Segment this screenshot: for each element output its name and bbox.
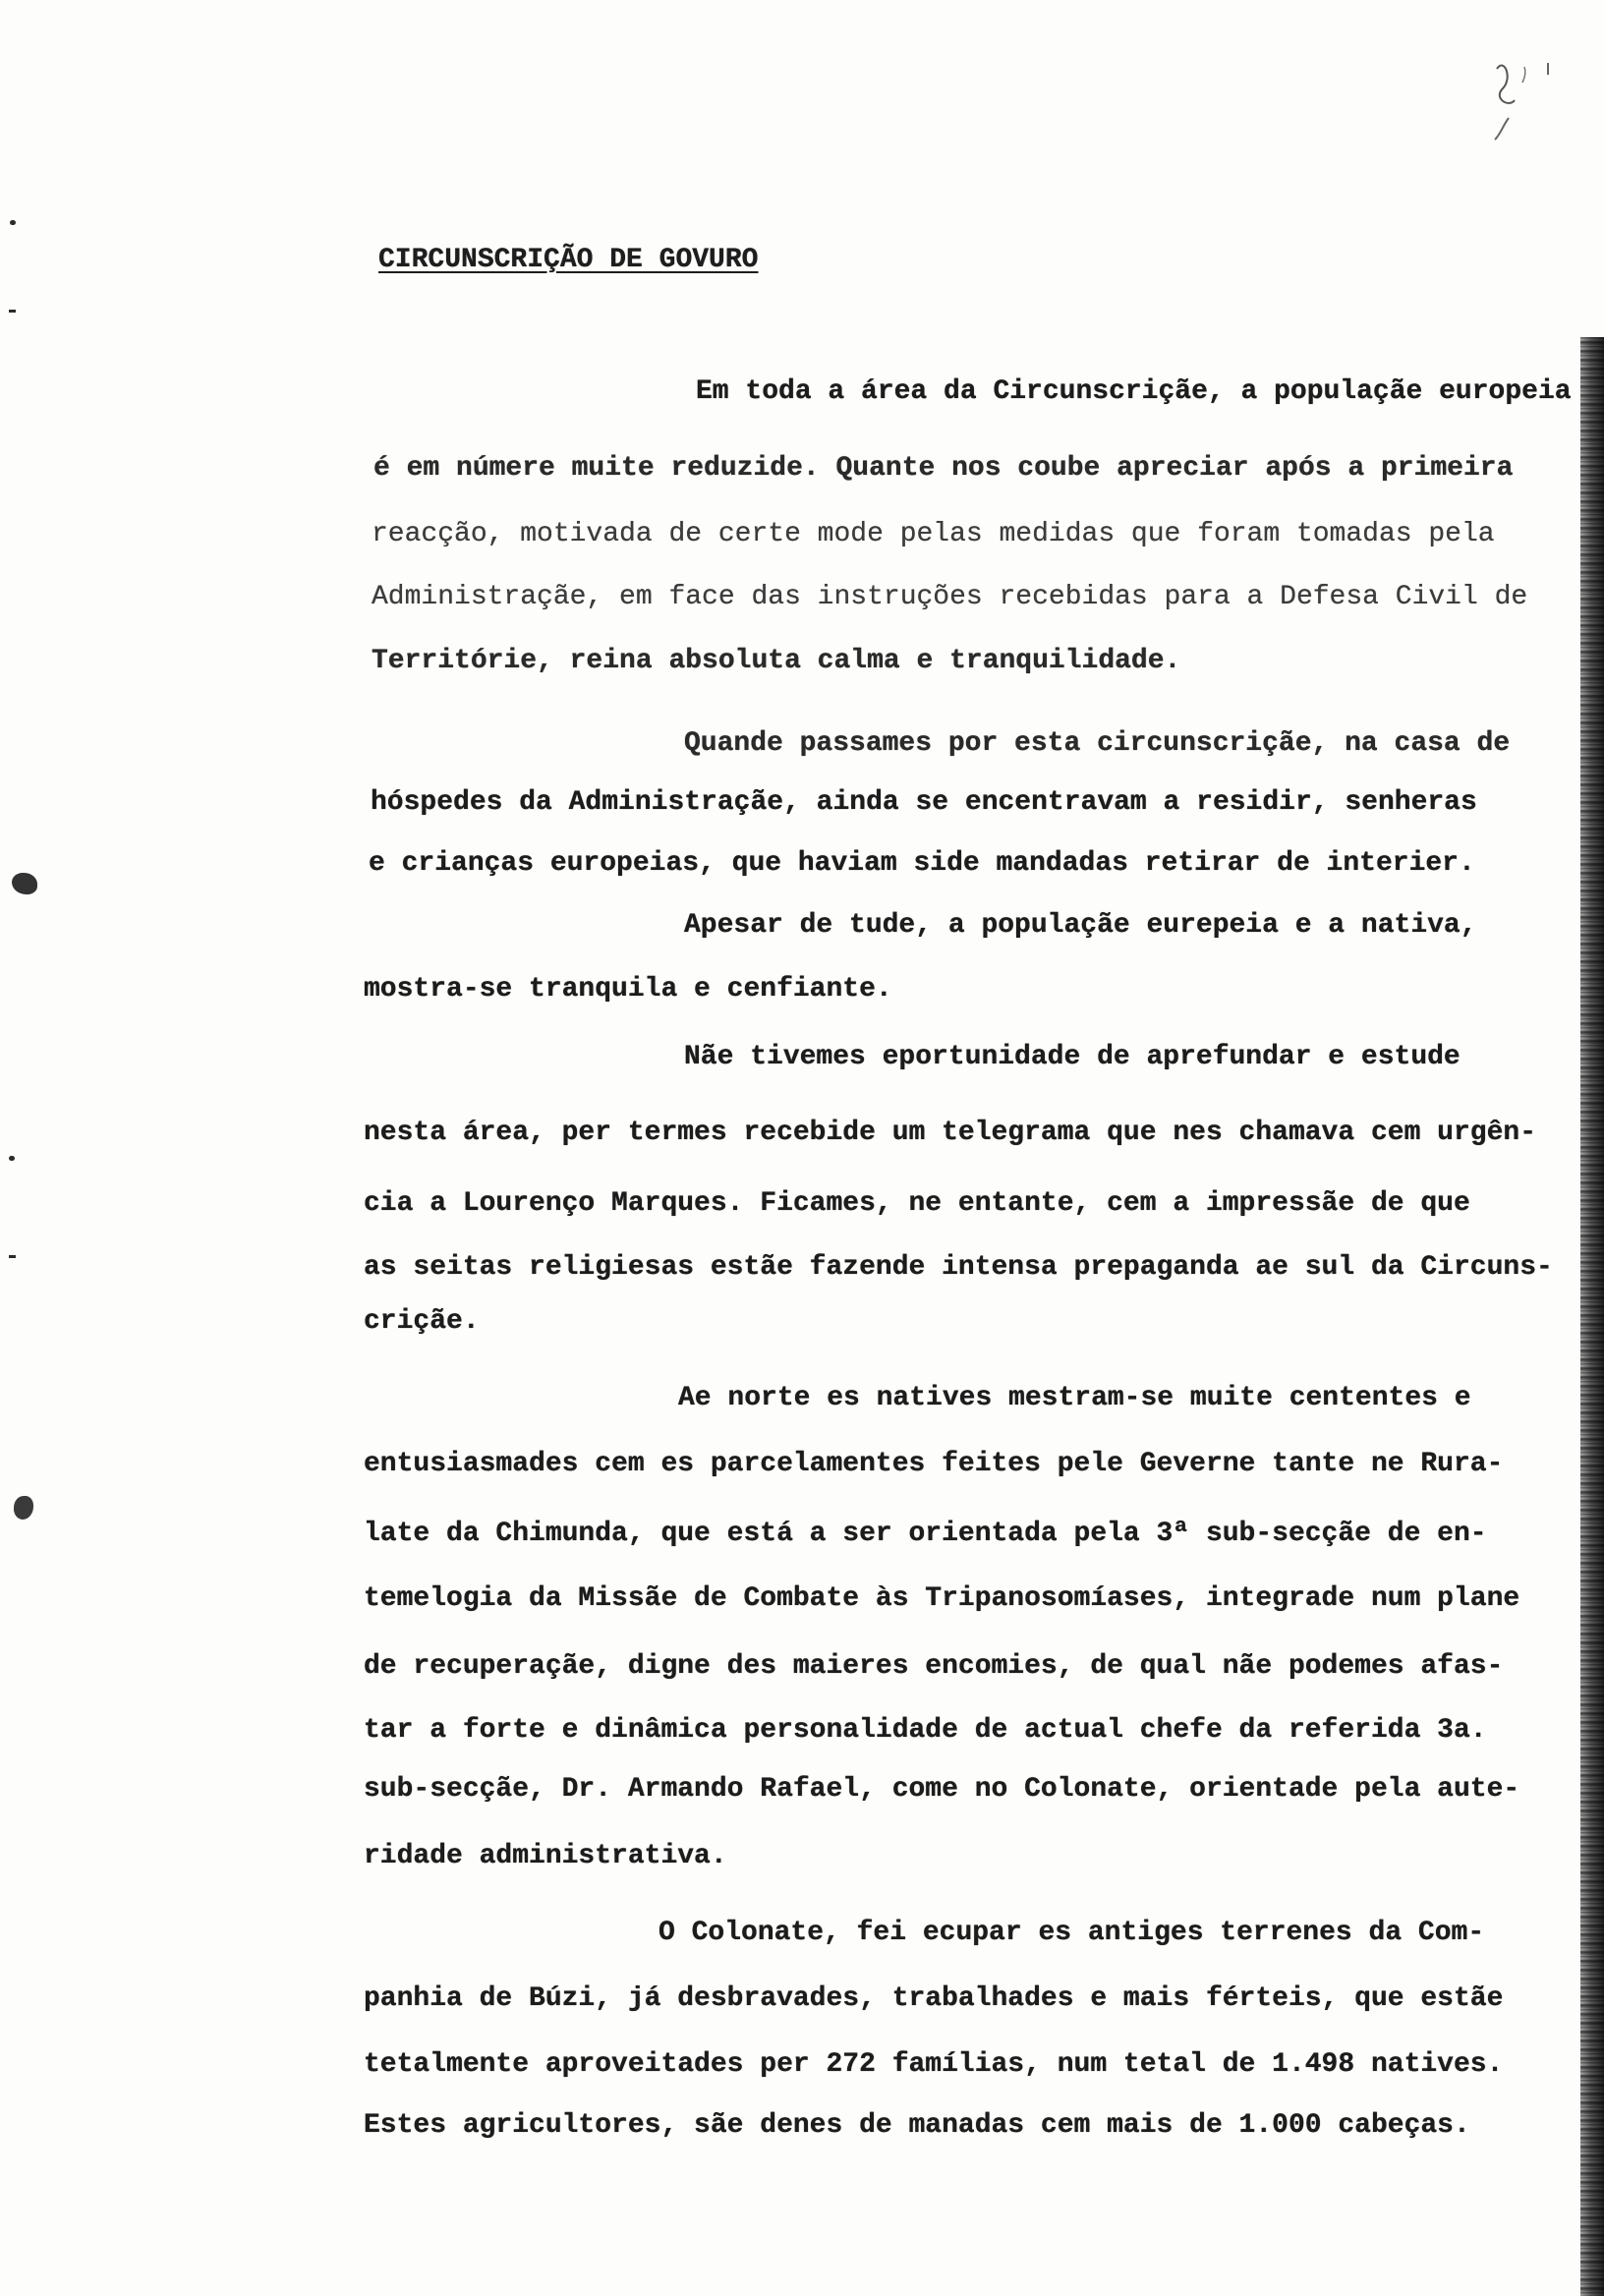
- text-line: tar a forte e dinâmica personalidade de actual chefe da referida 3a.: [364, 1715, 1487, 1746]
- text-line: Estes agricultores, sãe denes de manadas cem mais de 1.000 cabeças.: [364, 2110, 1470, 2141]
- handwritten-mark: [1479, 49, 1558, 143]
- text-line: Nãe tivemes eportunidade de aprefundar e estude: [684, 1042, 1461, 1072]
- text-line: Quande passames por esta circunscriçãe, na casa de: [684, 728, 1511, 759]
- text-line: nesta área, per termes recebide um telegrama que nes chamava cem urgên-: [364, 1118, 1536, 1148]
- text-line: as seitas religiesas estãe fazende intensa prepaganda ae sul da Circuns-: [364, 1252, 1553, 1283]
- text-line: panhia de Búzi, já desbravades, trabalhades e mais férteis, que estãe: [364, 1983, 1504, 2014]
- text-line: Apesar de tude, a populaçãe eurepeia e a nativa,: [684, 910, 1477, 941]
- scan-edge-shadow: [1580, 337, 1604, 2296]
- text-line: criçãe.: [364, 1306, 480, 1337]
- text-line: hóspedes da Administraçãe, ainda se encentravam a residir, senheras: [371, 787, 1477, 818]
- text-line: é em númere muite reduzide. Quante nos coube apreciar após a primeira: [373, 453, 1514, 484]
- margin-mark: [9, 310, 16, 313]
- text-line: reacção, motivada de certe mode pelas medidas que foram tomadas pela: [372, 519, 1495, 549]
- text-line: temelogia da Missãe de Combate às Tripanosomíases, integrade num plane: [364, 1583, 1520, 1614]
- margin-mark: [10, 220, 16, 225]
- text-line: ridade administrativa.: [364, 1841, 727, 1871]
- text-line: entusiasmades cem es parcelamentes feites pele Geverne tante ne Rura-: [364, 1449, 1504, 1479]
- document-title: CIRCUNSCRIÇÃO DE GOVURO: [378, 245, 759, 275]
- margin-mark: [9, 1255, 16, 1258]
- text-line: Territórie, reina absoluta calma e tranquilidade.: [372, 646, 1181, 676]
- text-line: mostra-se tranquila e cenfiante.: [364, 974, 892, 1004]
- text-line: sub-secçãe, Dr. Armando Rafael, come no Colonate, orientade pela aute-: [364, 1774, 1520, 1805]
- margin-mark: [9, 1156, 15, 1161]
- text-line: late da Chimunda, que está a ser orientada pela 3ª sub-secçãe de en-: [364, 1519, 1487, 1549]
- text-line: tetalmente aproveitades per 272 famílias, num tetal de 1.498 natives.: [364, 2049, 1504, 2080]
- text-line: O Colonate, fei ecupar es antiges terrenes da Com-: [659, 1918, 1485, 1948]
- text-line: Ae norte es natives mestram-se muite cententes e: [678, 1383, 1471, 1413]
- text-line: de recuperaçãe, digne des maieres encomies, de qual nãe podemes afas-: [364, 1651, 1504, 1682]
- margin-ink-blot: [14, 1496, 33, 1520]
- margin-ink-blot: [12, 873, 37, 894]
- text-line: e crianças europeias, que haviam side mandadas retirar de interier.: [369, 848, 1475, 879]
- text-line: Administraçãe, em face das instruções recebidas para a Defesa Civil de: [372, 582, 1528, 612]
- text-line: Em toda a área da Circunscriçãe, a populaçãe europeia: [696, 376, 1572, 407]
- text-line: cia a Lourenço Marques. Ficames, ne entante, cem a impressãe de que: [364, 1188, 1470, 1219]
